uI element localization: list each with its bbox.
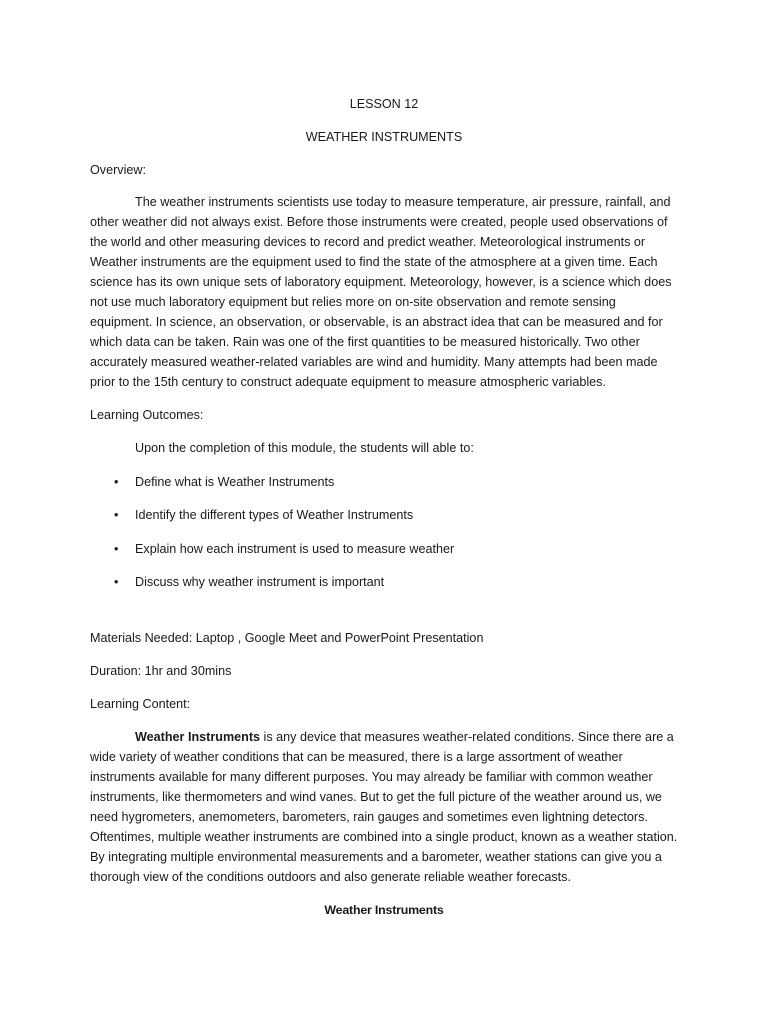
lesson-number: LESSON 12 [349,97,419,111]
list-item-text: Define what is Weather Instruments [135,474,335,489]
overview-label: Overview: [90,163,146,177]
learning-content-paragraph [90,727,678,887]
weather-instruments-term: Weather Instruments [135,730,261,744]
section-heading: Weather Instruments [324,903,444,917]
document-title: WEATHER INSTRUMENTS [305,130,463,144]
list-item-text: Discuss why weather instrument is important [135,575,385,589]
learning-outcomes-list [90,472,678,593]
materials-needed: Materials Needed: Laptop , Google Meet and PowerPoint Presentation [90,631,484,645]
duration: Duration: 1hr and 30mins [90,664,232,678]
list-item-text: Identify the different types of Weather Instruments [135,508,414,522]
list-item [90,572,678,592]
list-item [90,539,678,559]
bullet-icon: • [114,541,119,556]
learning-outcomes-label: Learning Outcomes: [90,408,204,422]
bullet-icon: • [114,575,119,589]
bullet-icon: • [114,508,119,522]
list-item [90,505,678,525]
overview-paragraph: The weather instruments scientists use today to measure temperature, air pressure, rainfall, and other weather did not always exist. Before those instruments were created, people used observations of the world and other measuring devices to record and predict weather. Meteorological instruments or Weather instruments are the equipment used to find the state of the atmosphere at a given time. Each science has its own unique sets of laboratory equipment. Meteorology, however, is a science which does not use much laboratory equipment but relies more on on-site observation and remote sensing equipment. In science, an observation, or observable, is an abstract idea that can be measured and for which data can be taken. Rain was one of the first quantities to be measured historically. Two other accurately measured weather-related variables are wind and humidity. Many attempts had been made prior to the 15th century to construct adequate equipment to measure atmospheric variables. [90,195,672,389]
learning-content-label: Learning Content: [90,697,191,711]
bullet-icon: • [114,474,119,489]
list-item-text: Explain how each instrument is used to measure weather [135,541,455,556]
learning-content-text: is any device that measures weather-related conditions. Since there are a wide variety of weather conditions that can be measured, there is a large assortment of weather instruments available for many different purposes. You may already be familiar with common weather instruments, like thermometers and wind vanes. But to get the full picture of the weather around us, we need hygrometers, anemometers, barometers, rain gauges and sometimes even lightning detectors. Oftentimes, multiple weather instruments are combined into a single product, known as a weather station. By integrating multiple environmental measurements and a barometer, weather stations can give you a thorough view of the conditions outdoors and also generate reliable weather forecasts. [90,730,678,884]
list-item [90,472,678,492]
learning-outcomes-intro: Upon the completion of this module, the students will able to: [135,441,474,455]
